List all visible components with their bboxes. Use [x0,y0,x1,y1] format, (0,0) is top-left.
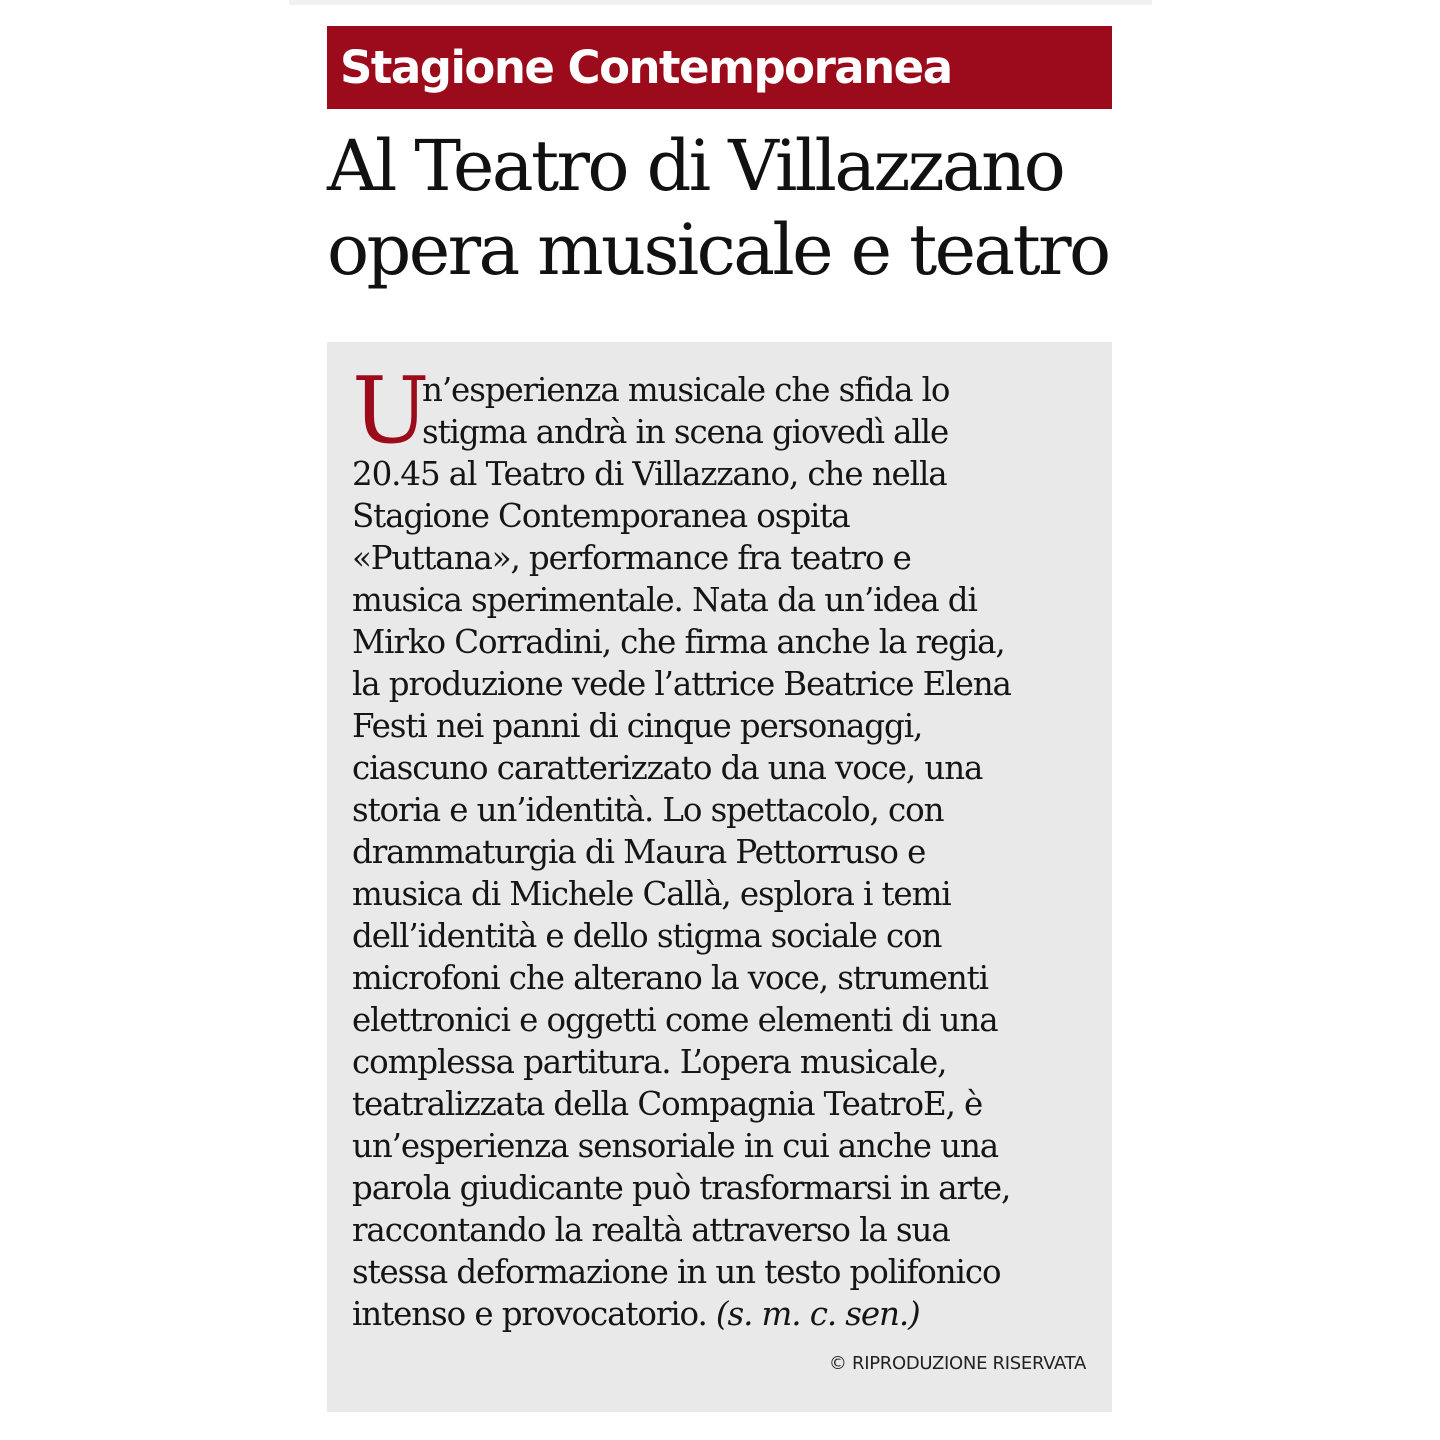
article-body [352,369,1082,1335]
article-line: musica di Michele Callà, esplora i temi [352,875,951,913]
article-line: ciascuno caratterizzato da una voce, una [352,749,983,787]
article-line: «Puttana», performance fra teatro e [352,539,911,577]
article-line: un’esperienza sensoriale in cui anche una [352,1127,999,1165]
article-line: complessa partitura. L’opera musicale, [352,1043,947,1081]
drop-cap: U [352,357,430,464]
article-line: musica sperimentale. Nata da un’idea di [352,581,977,619]
article-line: teatralizzata della Compagnia TeatroE, è [352,1085,983,1123]
article-line: stigma andrà in scena giovedì alle [422,413,949,451]
kicker-text: Stagione Contemporanea [340,41,952,94]
copyright-notice: © RIPRODUZIONE RISERVATA [828,1353,1086,1374]
article-line: Mirko Corradini, che firma anche la regia, [352,623,1005,661]
article-line-text: intenso e provocatorio. [352,1295,716,1333]
article-line: 20.45 al Teatro di Villazzano, che nella [352,455,947,493]
article-line: dell’identità e dello stigma sociale con [352,917,942,955]
article-line: Festi nei panni di cinque personaggi, [352,707,923,745]
section-kicker [327,26,1112,109]
article-line: raccontando la realtà attraverso la sua [352,1211,950,1249]
article-line: la produzione vede l’attrice Beatrice Elena [352,665,1011,703]
article-line: n’esperienza musicale che sfida lo [422,371,950,409]
article-line: drammaturgia di Maura Pettorruso e [352,833,926,871]
article-line: Stagione Contemporanea ospita [352,497,850,535]
author-signature: (s. m. c. sen.) [715,1295,920,1333]
article-line: microfoni che alterano la voce, strumenti [352,959,988,997]
headline-line-1: Al Teatro di Villazzano [327,125,1064,207]
headline-line-2: opera musicale e teatro [327,209,1109,291]
article-line: storia e un’identità. Lo spettacolo, con [352,791,944,829]
top-divider [289,0,1152,5]
article-last-line [352,1293,1082,1335]
article-line: elettronici e oggetti come elementi di una [352,1001,998,1039]
article-line: parola giudicante può trasformarsi in arte, [352,1169,1011,1207]
article-line: stessa deformazione in un testo polifonico [352,1253,1001,1291]
headline [327,124,1127,292]
